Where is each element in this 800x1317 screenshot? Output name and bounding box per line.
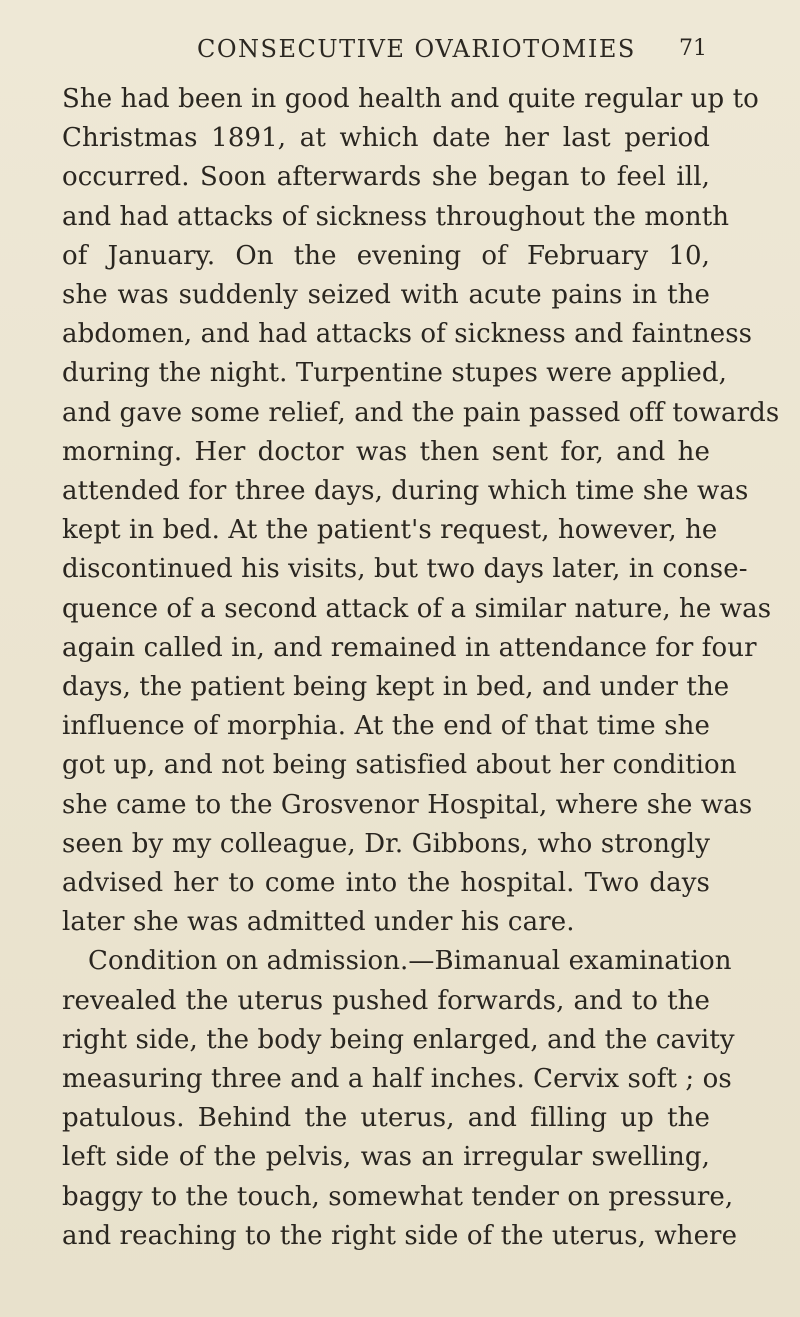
- text-line: discontinued his visits, but two days later, in conse-: [62, 554, 748, 585]
- text-line: baggy to the touch, somewhat tender on pressure,: [62, 1181, 734, 1212]
- text-line: got up, and not being satisfied about her condition: [62, 750, 737, 781]
- paragraph-history: [62, 80, 780, 942]
- text-line: attended for three days, during which time she was: [62, 476, 749, 507]
- text-line: and reaching to the right side of the uterus, where: [62, 1220, 738, 1251]
- text-line: revealed the uterus pushed forwards, and to the: [62, 985, 710, 1016]
- text-line: measuring three and a half inches. Cervix soft ; os: [62, 1064, 732, 1095]
- running-head-title: CONSECUTIVE OVARIOTOMIES: [197, 35, 636, 63]
- page-number: 71: [679, 36, 707, 61]
- text-line: during the night. Turpentine stupes were applied,: [62, 358, 728, 389]
- text-line: later she was admitted under his care.: [62, 907, 575, 938]
- text-line: advised her to come into the hospital. Two days: [62, 868, 710, 899]
- paragraph-condition-on-admission: [62, 942, 738, 1256]
- text-line: she came to the Grosvenor Hospital, where she was: [62, 789, 753, 820]
- text-line: influence of morphia. At the end of that time she: [62, 711, 710, 742]
- text-line: left side of the pelvis, was an irregular swelling,: [62, 1142, 710, 1173]
- text-line: and had attacks of sickness throughout the month: [62, 201, 730, 232]
- text-line: She had been in good health and quite regular up to: [62, 84, 759, 114]
- running-head: [197, 34, 707, 68]
- text-line: Christmas 1891, at which date her last period: [62, 123, 710, 154]
- text-line: again called in, and remained in attendance for four: [62, 632, 757, 663]
- text-line: right side, the body being enlarged, and the cavity: [62, 1024, 735, 1055]
- text-line: kept in bed. At the patient's request, however, he: [62, 515, 718, 546]
- text-line: occurred. Soon afterwards she began to feel ill,: [62, 162, 710, 193]
- text-line: Condition on admission.—Bimanual examination: [88, 946, 732, 977]
- text-line: and gave some relief, and the pain passed off towards: [62, 397, 780, 428]
- text-line: morning. Her doctor was then sent for, and he: [62, 436, 710, 467]
- text-line: seen by my colleague, Dr. Gibbons, who strongly: [62, 828, 710, 859]
- text-line: days, the patient being kept in bed, and under the: [62, 672, 730, 703]
- text-line: abdomen, and had attacks of sickness and faintness: [62, 319, 753, 350]
- text-line: quence of a second attack of a similar nature, he was: [62, 593, 772, 624]
- body-text: [62, 80, 780, 1256]
- text-line: of January. On the evening of February 10,: [62, 240, 710, 271]
- text-line: patulous. Behind the uterus, and filling up the: [62, 1103, 710, 1134]
- text-line: she was suddenly seized with acute pains in the: [62, 280, 710, 311]
